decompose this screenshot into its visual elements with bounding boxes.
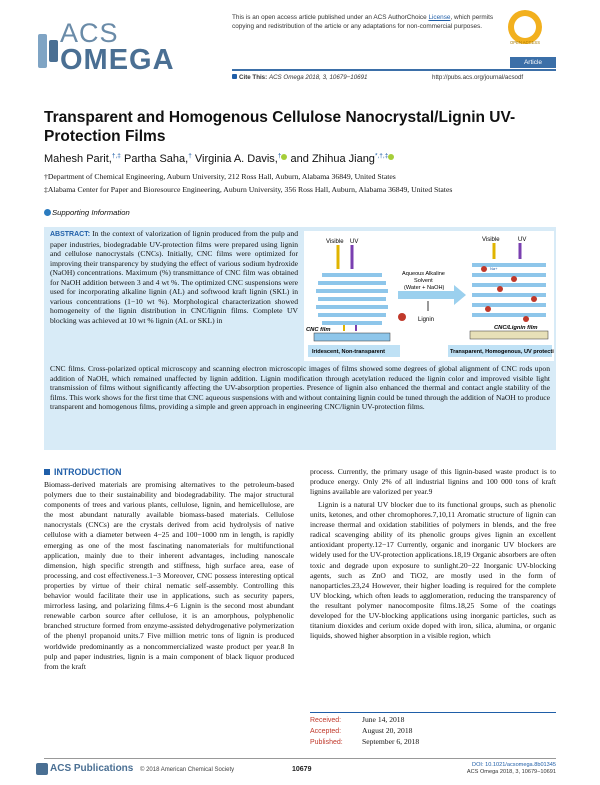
cnc-film-slab <box>314 333 390 341</box>
doi-block <box>462 762 556 777</box>
introduction-heading: INTRODUCTION <box>54 467 122 477</box>
author-4[interactable]: and Zhihua Jiang*,†,‡ <box>291 153 395 165</box>
author-1[interactable]: Mahesh Parit,†,‡ <box>44 152 121 165</box>
supporting-info-link[interactable]: Supporting Information <box>52 208 130 217</box>
open-access-badge-label: OPEN ACCESS <box>509 40 541 45</box>
acs-publications-logo[interactable]: ACS Publications <box>50 763 134 774</box>
intro-right-column-1: process. Currently, the primary usage of this lignin-based waste product is to produce energy. Only 2% of all industrial lignins and 100 000 tons of kraft lignins available are valorized per year.9 <box>310 467 556 497</box>
header-rule <box>232 69 556 71</box>
cnc-lignin-film-stack <box>472 263 546 322</box>
cite-icon <box>232 74 237 79</box>
journal-logo-omega[interactable]: OMEGA <box>60 44 175 76</box>
article-title: Transparent and Homogenous Cellulose Nanocrystal/Lignin UV-Protection Films <box>44 109 516 145</box>
published-date: Published: September 6, 2018 <box>310 737 420 746</box>
acs-publications-icon <box>36 763 48 775</box>
toc-solvent-2: Solvent <box>414 278 433 284</box>
footer-rule <box>44 758 556 759</box>
toc-left-visible: Visible <box>326 239 344 245</box>
orcid-icon[interactable] <box>281 154 287 160</box>
section-marker-icon <box>44 469 50 475</box>
author-2[interactable]: Partha Saha,† <box>123 152 192 165</box>
toc-right-visible: Visible <box>482 237 500 243</box>
toc-left-uv: UV <box>350 239 359 245</box>
na-ion-label: Na+ <box>490 266 498 271</box>
copyright: © 2018 American Chemical Society <box>140 767 235 773</box>
abstract-text-wide: CNC films. Cross-polarized optical microscopy and scanning electron microscopic images of films showed some degrees of global alignment of CNC rods upon addition of NaOH, which remained unaffected by lignin addition. Lignin modification through acetylation reduced the lignin color and improved visible light transmission of films without significantly affecting the UV-absorption properties. Presence of lignin also enhanced the thermal and contact angle stability of the films. This work shows for the first time that CNC aqueous suspensions with and without containing lignin could be tuned through the addition of NaOH to produce transparent and homogenous films, providing a simple and green approach in engineering CNC/lignin UV-protection films. <box>50 364 550 412</box>
received-date: Received: June 14, 2018 <box>310 715 405 724</box>
page-number: 10679 <box>292 766 312 773</box>
footer-citation: ACS Omega 2018, 3, 10679−10691 <box>466 769 556 776</box>
lignin-particle-icon <box>398 313 406 321</box>
toc-graphic-svg <box>304 231 554 361</box>
acs-logo-mark-icon <box>36 32 60 70</box>
affiliation-1: †Department of Chemical Engineering, Auburn University, 212 Ross Hall, Auburn, Alabama 36849, United States <box>44 172 396 181</box>
toc-left-film: CNC film <box>306 327 331 333</box>
section-tab: Article <box>510 57 556 68</box>
license-notice: This is an open access article published under an ACS AuthorChoice License, which permits copying and redistribution of the article or any adaptations for non-commercial purposes. <box>232 14 494 30</box>
supporting-info-icon[interactable] <box>44 209 51 216</box>
accepted-date: Accepted: August 20, 2018 <box>310 726 413 735</box>
toc-graphic <box>304 231 554 361</box>
toc-right-film: CNC/Lignin film <box>494 325 538 331</box>
journal-url[interactable]: http://pubs.acs.org/journal/acsodf <box>432 74 524 81</box>
open-access-badge-inner <box>514 16 536 38</box>
toc-lignin: Lignin <box>418 317 435 323</box>
author-list <box>44 152 394 165</box>
toc-right-caption: Transparent, Homogenous, UV protecting <box>450 349 554 355</box>
affiliation-2: ‡Alabama Center for Paper and Bioresource Engineering, Auburn University, 356 Ross Hall, Auburn, Alabama 36849, United States <box>44 185 453 194</box>
cnc-lignin-film-slab <box>470 331 548 339</box>
toc-right-uv: UV <box>518 237 527 243</box>
journal-logo-acs[interactable]: ACS <box>60 18 119 48</box>
toc-solvent-1: Aqueous Alkaline <box>402 271 445 277</box>
author-3[interactable]: Virginia A. Davis,† <box>195 153 288 165</box>
orcid-icon[interactable] <box>388 154 394 160</box>
intro-right-column-2: Lignin is a natural UV blocker due to its functional groups, such as phenolic units, ketones, and other chromophores.7,10,11 Aromatic structure of lignin can increase thermal and oxidation stabilities of polymers in blends, and the free radical scavenging ability of its phenolic groups gives lignin an excellent antioxidant property.12−17 Currently, organic and inorganic UV blockers are widely used for the UV-protection applications.18,19 Organic absorbers are often toxic and degrade upon exposure to sunlight.20−22 Inorganic UV-blocking agents, such as ZnO and TiO2, are mostly used in the form of nanoparticles.23,24 However, their higher loading is required for the complete UV blocking, which often leads to agglomeration, reducing the transparency of the resultant polymer nanocomposite films.18,25 Some of the coatings developed for the UV-blocking applications using inorganic particles, such as titanium dioxides and cerium oxide doped with iron, silica, alumina, or organic liquids, showed higher absorption in a visible region, which <box>310 500 556 641</box>
doi-link[interactable]: DOI: 10.1021/acsomega.8b01345 <box>472 762 556 768</box>
toc-left-caption: Iridescent, Non-transparent <box>312 349 386 355</box>
cnc-film-stack <box>316 273 388 325</box>
cite-this[interactable]: Cite This: ACS Omega 2018, 3, 10679−10691 <box>232 74 368 81</box>
license-link[interactable]: License <box>428 14 451 21</box>
toc-solvent-3: (Water + NaOH) <box>404 285 445 291</box>
abstract-text-narrow: ABSTRACT: In the context of valorization of lignin produced from the pulp and paper industries, biodegradable UV-protection films were prepared using lignin and cellulose nanocrystals (CNCs). Initially, CNC films were optimized for improving their transparency by studying the effect of various sodium hydroxide (NaOH) concentrations. Maximum (%) transmittance of CNC film was obtained for NaOH addition between 3 and 4 wt %. The optimized CNC suspensions were used for incorporating alkaline lignin (AL) and softwood kraft lignin (SKL) in various concentrations (1−10 wt %). Morphological characterization showed homogeneity of the lignin distribution in CNC/lignin films. Complete UV blocking was achieved at 10 wt % lignin (AL or SKL) in <box>50 229 298 325</box>
dates-rule-top <box>310 712 556 713</box>
intro-left-column: Biomass-derived materials are promising alternatives to the petroleum-based polymers due to their sustainability and biodegradability. The major structural components of trees and various plants, cellulose, lignin, and hemicellulose, are the most abundant naturally available biomass-based materials. Cellulose nanocrystals (CNCs) are the crystals derived from acid hydrolysis of native cellulose with a diameter between 4−25 and 100−1000 nm in length, is rapidly emerging as one of the most fascinating nanomaterials for multifunctional application, mainly due to their inherent advantages, including nanoscale dimension, high specific strength and stiffness, high surface area, ease of processing, and cost effectiveness.1−3 Moreover, CNC possess interesting optical properties by virtue of their chiral nematic self-assembly. Controlling this behavior would facilitate their use in applications, such as security papers, mirrorless lasing, and polarizing films.4−6 Lignin is the second most abundant renewable carbon source after cellulose, it is an amorphous, polyphenolic branched structure formed from enzyme-assisted dehydrogenative polymerization of the phenyl propanoid units.7 Five million metric tons of lignin is produced worldwide predominantly as a noncommercialized waste product per year.8 In pulp and paper industries, lignin is a main component of black liquor produced from the kraft <box>44 480 294 671</box>
